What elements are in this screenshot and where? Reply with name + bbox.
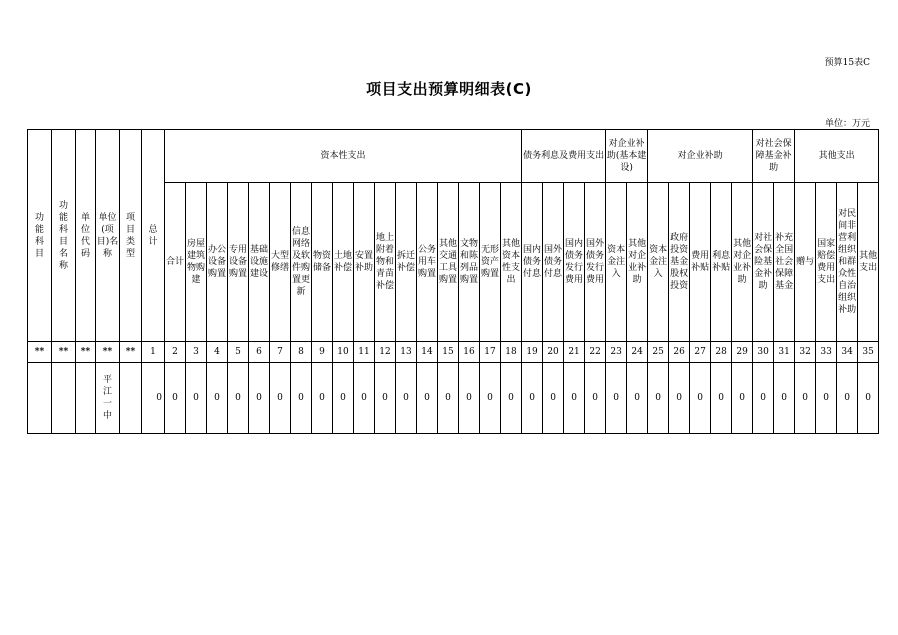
header-func-subject: 功能科目 [28, 130, 52, 342]
index-cell: 4 [207, 342, 228, 363]
value-cell: 0 [585, 363, 606, 434]
value-cell: 0 [753, 363, 774, 434]
header-sub-28: 利息补贴 [711, 183, 732, 342]
value-cell: 0 [606, 363, 627, 434]
empty-cell [28, 363, 52, 434]
header-sub-9: 物资储备 [312, 183, 333, 342]
index-cell: ** [28, 342, 52, 363]
index-cell: 18 [501, 342, 522, 363]
header-group-other: 其他支出 [795, 130, 879, 183]
value-cell: 0 [732, 363, 753, 434]
header-sub-4: 办公设备购置 [207, 183, 228, 342]
index-cell: 15 [438, 342, 459, 363]
value-cell: 0 [270, 363, 291, 434]
header-sub-6: 基础设施建设 [249, 183, 270, 342]
header-sub-22: 国外债务发行费用 [585, 183, 606, 342]
index-cell: 10 [333, 342, 354, 363]
index-cell: 32 [795, 342, 816, 363]
form-code: 预算15表C [824, 58, 870, 68]
header-unit-project-name: 单位(项目)名称 [96, 130, 120, 342]
index-cell: 19 [522, 342, 543, 363]
header-sub-16: 文物和陈列品购置 [459, 183, 480, 342]
header-sub-8: 信息网络及软件购置更新 [291, 183, 312, 342]
header-sub-12: 地上附着物和青苗补偿 [375, 183, 396, 342]
header-sub-20: 国外债务付息 [543, 183, 564, 342]
value-cell: 0 [249, 363, 270, 434]
index-cell: 1 [142, 342, 165, 363]
index-cell: 25 [648, 342, 669, 363]
header-sub-2: 合计 [165, 183, 186, 342]
value-cell: 0 [354, 363, 375, 434]
value-cell: 0 [648, 363, 669, 434]
header-func-subject-name: 功能科目名称 [52, 130, 76, 342]
index-cell: 17 [480, 342, 501, 363]
index-cell: 33 [816, 342, 837, 363]
index-cell: 14 [417, 342, 438, 363]
header-sub-26: 政府投资基金股权投资 [669, 183, 690, 342]
header-row-groups [28, 130, 879, 183]
header-group-debt: 债务利息及费用支出 [522, 130, 606, 183]
header-sub-27: 费用补贴 [690, 183, 711, 342]
data-row [28, 363, 879, 434]
header-group-capital: 资本性支出 [165, 130, 522, 183]
header-sub-34: 对民间非营利组织和群众性自治组织补助 [837, 183, 858, 342]
value-cell: 0 [207, 363, 228, 434]
index-cell: 20 [543, 342, 564, 363]
value-cell: 0 [165, 363, 186, 434]
index-cell: ** [96, 342, 120, 363]
index-cell: 8 [291, 342, 312, 363]
value-cell: 0 [816, 363, 837, 434]
value-cell: 0 [627, 363, 648, 434]
value-cell: 0 [690, 363, 711, 434]
page-title: 项目支出预算明细表(C) [366, 80, 532, 98]
index-cell: 26 [669, 342, 690, 363]
index-cell: 9 [312, 342, 333, 363]
header-group-social-security: 对社会保障基金补助 [753, 130, 795, 183]
value-cell: 0 [459, 363, 480, 434]
value-cell: 0 [795, 363, 816, 434]
header-sub-14: 公务用车购置 [417, 183, 438, 342]
index-cell: ** [120, 342, 142, 363]
index-cell: 28 [711, 342, 732, 363]
index-cell: 2 [165, 342, 186, 363]
index-cell: 24 [627, 342, 648, 363]
index-cell: 30 [753, 342, 774, 363]
index-row [28, 342, 879, 363]
header-sub-18: 其他资本性支出 [501, 183, 522, 342]
index-cell: 34 [837, 342, 858, 363]
value-cell: 0 [228, 363, 249, 434]
index-cell: 29 [732, 342, 753, 363]
header-project-type: 项目类型 [120, 130, 142, 342]
index-cell: 12 [375, 342, 396, 363]
index-cell: 31 [774, 342, 795, 363]
header-sub-19: 国内债务付息 [522, 183, 543, 342]
header-sub-21: 国内债务发行费用 [564, 183, 585, 342]
index-cell: 23 [606, 342, 627, 363]
header-group-enterprise-capital: 对企业补助(基本建设) [606, 130, 648, 183]
header-sub-32: 赠与 [795, 183, 816, 342]
value-cell: 0 [501, 363, 522, 434]
value-cell: 0 [522, 363, 543, 434]
value-cell: 0 [438, 363, 459, 434]
value-cell: 0 [186, 363, 207, 434]
header-sub-5: 专用设备购置 [228, 183, 249, 342]
value-cell: 0 [333, 363, 354, 434]
value-cell: 0 [312, 363, 333, 434]
empty-cell [120, 363, 142, 434]
value-cell: 0 [564, 363, 585, 434]
index-cell: 3 [186, 342, 207, 363]
header-total: 总计 [142, 130, 165, 342]
empty-cell [52, 363, 76, 434]
value-cell: 0 [774, 363, 795, 434]
value-cell: 0 [543, 363, 564, 434]
header-sub-11: 安置补助 [354, 183, 375, 342]
index-cell: 11 [354, 342, 375, 363]
header-sub-25: 资本金注入 [648, 183, 669, 342]
index-cell: 22 [585, 342, 606, 363]
value-cell: 0 [858, 363, 879, 434]
value-cell: 0 [417, 363, 438, 434]
header-unit-code: 单位代码 [76, 130, 96, 342]
header-sub-7: 大型修缮 [270, 183, 291, 342]
header-sub-23: 资本金注入 [606, 183, 627, 342]
index-cell: ** [52, 342, 76, 363]
header-sub-15: 其他交通工具购置 [438, 183, 459, 342]
budget-table [27, 129, 879, 434]
value-cell: 0 [142, 363, 165, 434]
index-cell: ** [76, 342, 96, 363]
index-cell: 16 [459, 342, 480, 363]
value-cell: 0 [291, 363, 312, 434]
header-group-enterprise: 对企业补助 [648, 130, 753, 183]
value-cell: 0 [480, 363, 501, 434]
index-cell: 27 [690, 342, 711, 363]
header-sub-3: 房屋建筑物购建 [186, 183, 207, 342]
header-sub-24: 其他对企业补助 [627, 183, 648, 342]
value-cell: 0 [711, 363, 732, 434]
header-sub-33: 国家赔偿费用支出 [816, 183, 837, 342]
empty-cell [76, 363, 96, 434]
header-sub-29: 其他对企业补助 [732, 183, 753, 342]
unit-label: 单位：万元 [824, 119, 870, 129]
value-cell: 0 [396, 363, 417, 434]
index-cell: 7 [270, 342, 291, 363]
index-cell: 5 [228, 342, 249, 363]
header-sub-10: 土地补偿 [333, 183, 354, 342]
value-cell: 0 [375, 363, 396, 434]
header-sub-35: 其他支出 [858, 183, 879, 342]
header-sub-13: 拆迁补偿 [396, 183, 417, 342]
value-cell: 0 [837, 363, 858, 434]
header-sub-30: 对社会保险基金补助 [753, 183, 774, 342]
index-cell: 35 [858, 342, 879, 363]
unit-project-name-cell: 平江一中 [96, 363, 120, 434]
index-cell: 6 [249, 342, 270, 363]
header-sub-31: 补充全国社会保障基金 [774, 183, 795, 342]
header-sub-17: 无形资产购置 [480, 183, 501, 342]
value-cell: 0 [669, 363, 690, 434]
index-cell: 21 [564, 342, 585, 363]
index-cell: 13 [396, 342, 417, 363]
